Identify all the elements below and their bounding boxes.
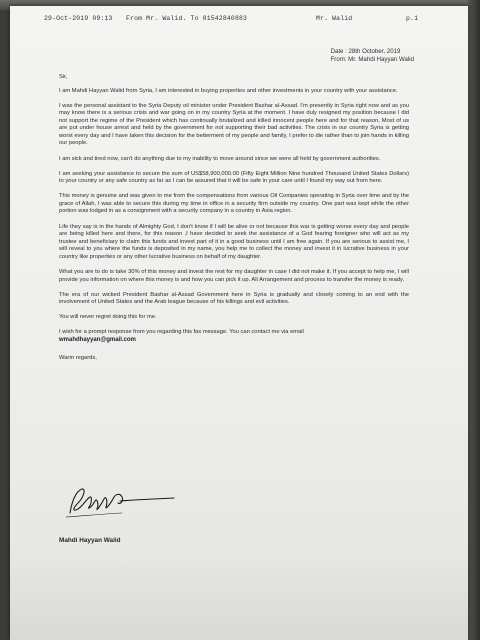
background-desk-edge (468, 0, 480, 640)
fax-date-time: 29-Oct-2019 09:13 (44, 15, 113, 22)
contact-text: I wish for a prompt response from you regarding this fax message. You can contact me via email (59, 329, 304, 336)
salutation: Sir, (59, 74, 68, 80)
fax-transmission-header (44, 15, 424, 27)
paragraph-intro: I am Mahdi Hayyan Walid from Syria, I am interested in buying properties and other investments in your country with your assistance. (59, 87, 398, 94)
paragraph-assurance: You will never regret doing this for me. (59, 314, 157, 321)
paragraph-request: I am seeking your assistance to secure the sum of US$58,900,000.00 (Fifty Eight Million Nine hundred Thousand United States Dollars) to your country or any safe country as far as I can be assured that it will be safe in your care until I found my way out from here. (59, 170, 409, 185)
paragraph-funds-origin: This money is genuine and was given to me from the compensations from various Oil Companies operating in Syria over time and by the grace of Allah, I was able to secure this during my time in office in a security firm outside my country. One part was kept while the other portion was lodged in as a consignment with a security company in a country in Asia region. (59, 193, 409, 215)
contact-email: wmahdhayyan@gmail.com (59, 337, 136, 344)
paragraph-background: I was the personal assistant to the Syria Deputy oil minister under President Bashar al-Assad. I'm presently in Syria right now and as you may know there is a serious crisis and war going on in my country Syria at the moment. I have duly resigned my position because I did not support the regime of the President which has continually brutalized and killed innocent people here and for that reason, Most of us are put under house arrest and held by the government for not supporting their bad activities. The crisis in our country Syria is getting worst every day and I have taken this decision for the betterment of my people and family, I prefer to die rather than to join hands in killing our people. (59, 102, 409, 147)
letter-date-block (331, 48, 414, 64)
paragraph-situation: I am sick and tired now, can't do anything due to my inability to move around since we were all held by government authorities. (59, 155, 381, 162)
fax-page (10, 6, 468, 640)
paragraph-politics: The era of our wicked President Bashar al-Assad Government here in Syria is gradually and closely coming to an end with the involvement of United States and the Arab league because of his killings and evil activities. (59, 291, 409, 306)
fax-from-to: From Mr. Walid. To 01542840883 (126, 15, 248, 22)
handwritten-signature (62, 483, 182, 523)
letter-body (59, 74, 409, 370)
paragraph-terms: What you are to do is take 30% of this money and invest the rest for my daughter in case I did not make it. If you accept to help me, I will provide you information on where this money is and how you can pick it up. All Arrangement and process to transfer the money is ready. (59, 268, 409, 283)
letter-from: From: Mr. Mahdi Hayyan Walid (330, 56, 414, 63)
closing: Warm regards, (59, 354, 97, 361)
signer-name: Mahdi Hayyan Walid (59, 537, 121, 544)
fax-to-name: Mr. Walid (316, 15, 353, 22)
paper-shading (10, 550, 468, 640)
paragraph-contact (59, 329, 409, 344)
letter-date: Date : 28th October, 2019 (330, 48, 401, 55)
paragraph-trustee: Life they say is in the hands of Almighty God, I don't know if I will be alive or not because this war is getting worse every day and people are being killed here and there, for this reason ,I have decided to seek the assistance of a God fearing foreigner who will act as my trustee and beneficiary to claim this funds and invest part of it in a good business until I am free again. If you are serious to assist me, I will reveal to you where the funds is deposited in my name, you help me to collect the money and invest it in lucrative business in your country like properties or any other lucrative business on behalf of my daughter. (59, 223, 409, 260)
fax-page-number: p.1 (406, 15, 419, 22)
